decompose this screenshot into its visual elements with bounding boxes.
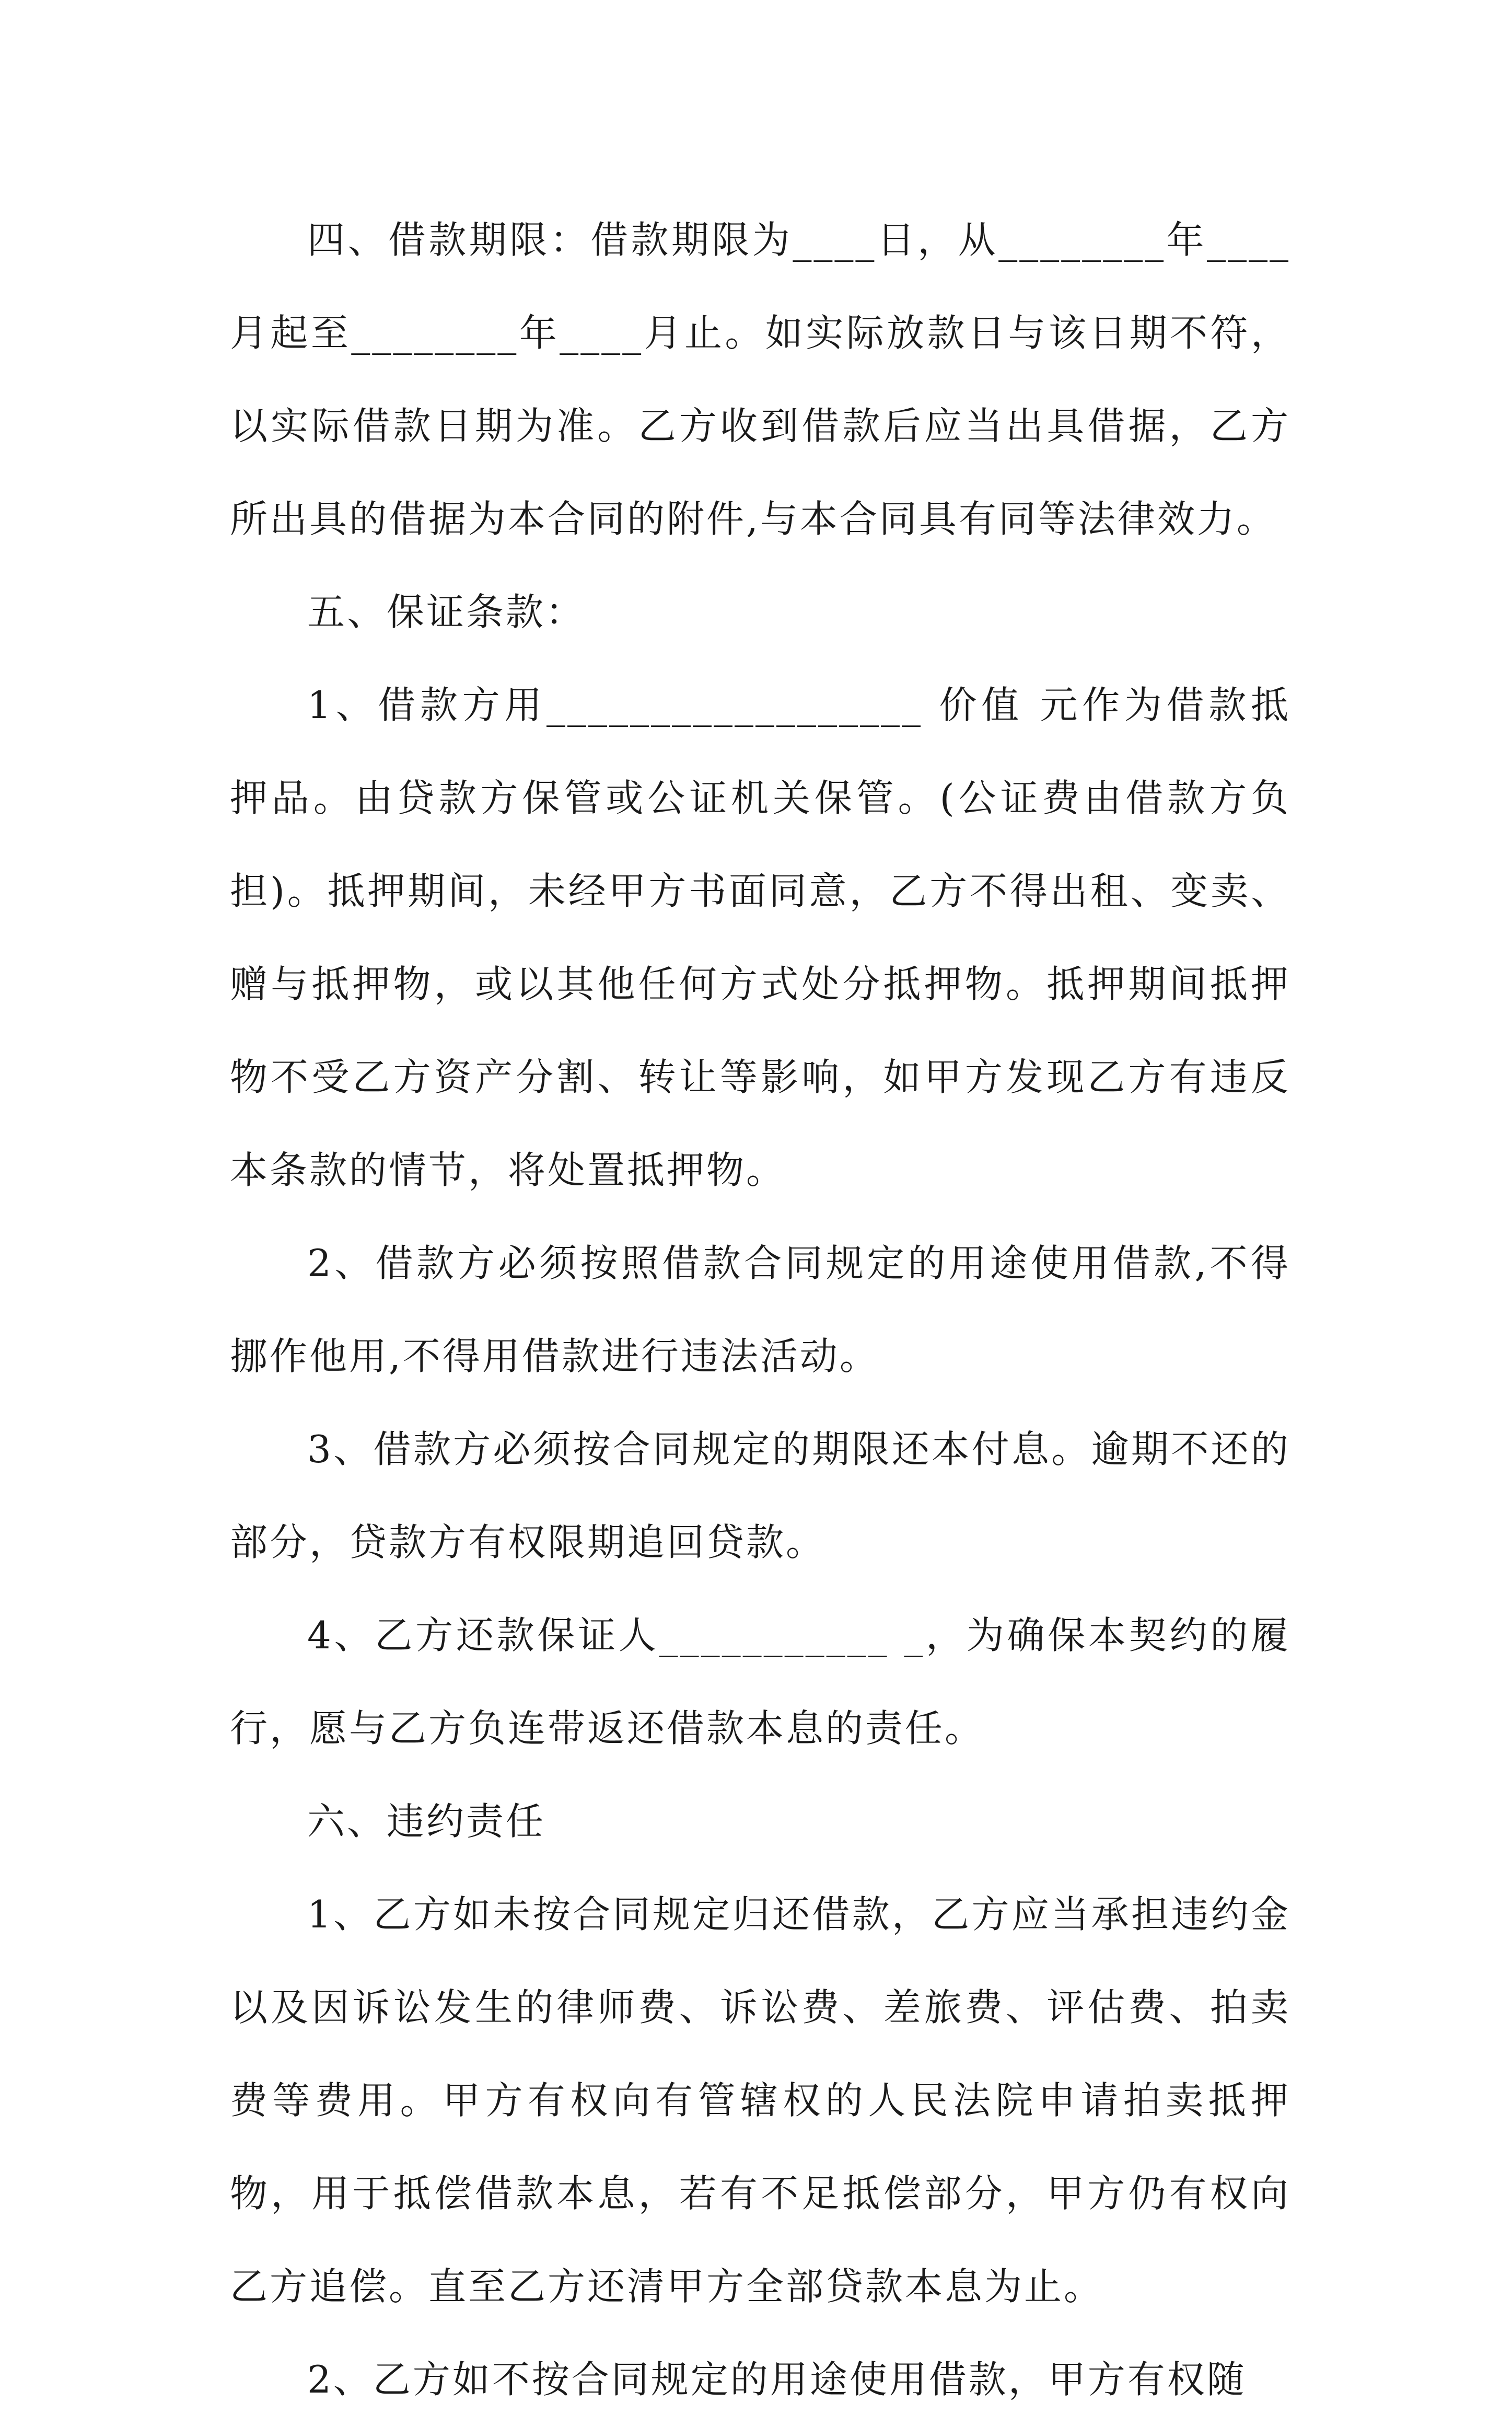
guarantee-item-3: 3、借款方必须按合同规定的期限还本付息。逾期不还的部分，贷款方有权限期追回贷款。 bbox=[230, 1427, 1290, 1564]
guarantee-item-1: 1、借款方用__________________ 价值 元作为借款抵押品。由贷款方保管或公证机关保管。(公证费由借款方负担)。抵押期间，未经甲方书面同意，乙方不得出租、变卖、赠与抵押物，或以其他任何方式处分抵押物。抵押期间抵押物不受乙方资产分割、转让等影响，如甲方发现乙方有违反本条款的情节，将处置抵押物。 bbox=[230, 683, 1290, 1192]
liability-item-2: 2、乙方如不按合同规定的用途使用借款，甲方有权随 bbox=[307, 2358, 1247, 2401]
document-page bbox=[230, 193, 1290, 2426]
section-heading-guarantee: 五、保证条款： bbox=[307, 590, 586, 634]
guarantee-item-2: 2、借款方必须按照借款合同规定的用途使用借款,不得挪作他用,不得用借款进行违法活动。 bbox=[230, 1241, 1290, 1378]
liability-item-1: 1、乙方如未按合同规定归还借款，乙方应当承担违约金以及因诉讼发生的律师费、诉讼费、差旅费、评估费、拍卖费等费用。甲方有权向有管辖权的人民法院申请拍卖抵押物，用于抵偿借款本息，若有不足抵偿部分，甲方仍有权向乙方追偿。直至乙方还清甲方全部贷款本息为止。 bbox=[230, 1892, 1290, 2308]
guarantee-item-4: 4、乙方还款保证人___________ _，为确保本契约的履行，愿与乙方负连带返还借款本息的责任。 bbox=[230, 1613, 1290, 1750]
clause-loan-term: 四、借款期限：借款期限为____日，从________年____月起至________年____月止。如实际放款日与该日期不符，以实际借款日期为准。乙方收到借款后应当出具借据，乙方所出具的借据为本合同的附件,与本合同具有同等法律效力。 bbox=[230, 218, 1290, 541]
section-heading-liability: 六、违约责任 bbox=[307, 1799, 546, 1843]
